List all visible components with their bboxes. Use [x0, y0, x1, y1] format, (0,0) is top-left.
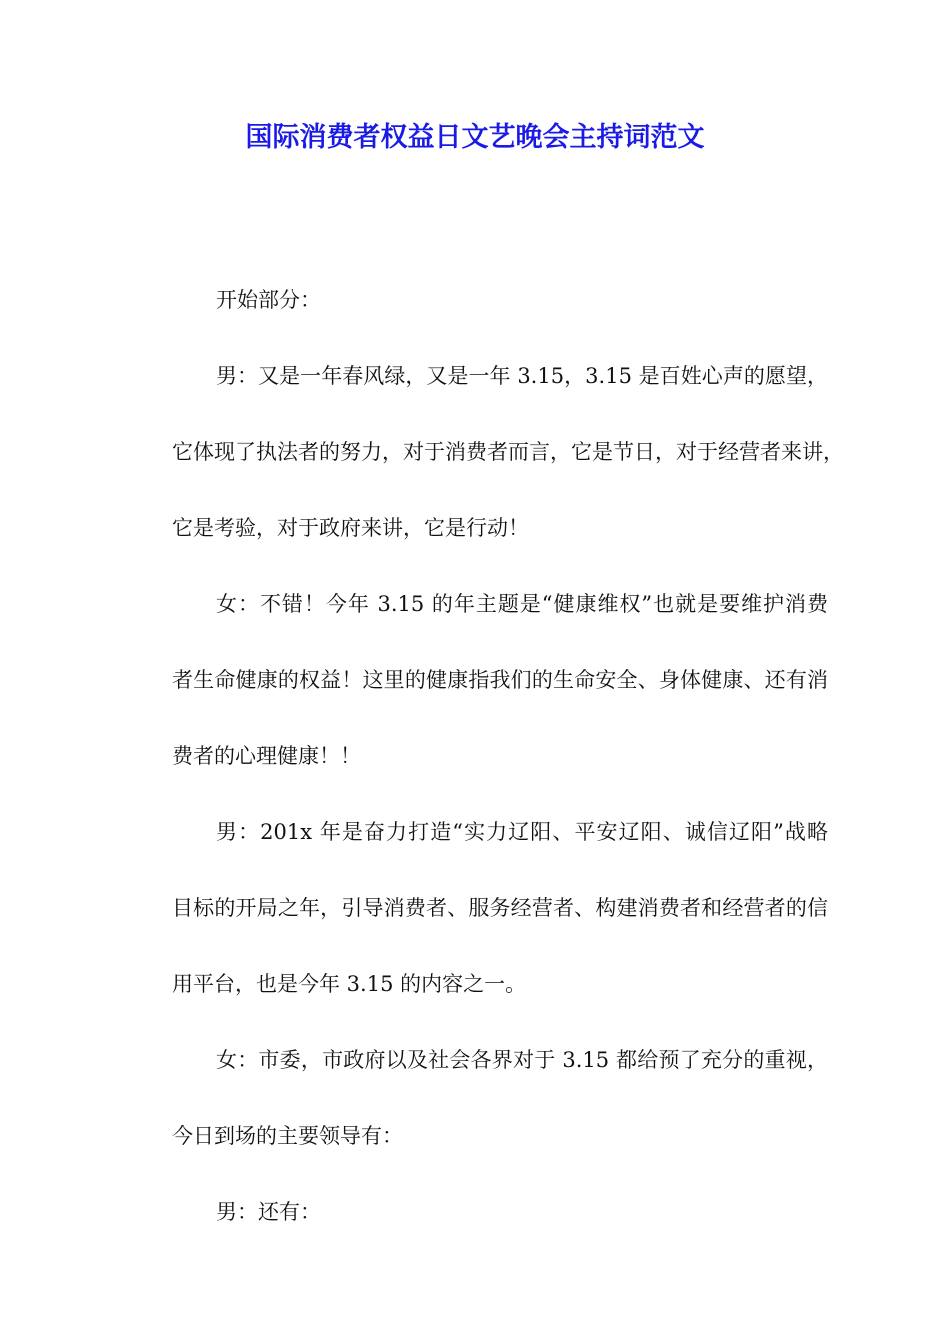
- paragraph-male-1: [128, 338, 844, 566]
- document-body: [128, 262, 844, 1250]
- paragraph-line: 男：201x 年是奋力打造“实力辽阳、平安辽阳、诚信辽阳”战略: [216, 820, 828, 844]
- paragraph-line: 用平台，也是今年 3.15 的内容之一。: [172, 972, 527, 996]
- paragraph-line: 今日到场的主要领导有：: [172, 1124, 403, 1148]
- paragraph-male-2: [128, 794, 828, 1022]
- paragraph-line: 它是考验，对于政府来讲，它是行动！: [172, 516, 529, 540]
- paragraph-line: 男：又是一年春风绿，又是一年 3.15，3.15 是百姓心声的愿望，: [216, 364, 828, 388]
- paragraph-line: 目标的开局之年，引导消费者、服务经营者、构建消费者和经营者的信: [172, 896, 828, 920]
- paragraph-line: 女：不错！今年 3.15 的年主题是“健康维权”也就是要维护消费: [216, 592, 828, 616]
- paragraph-line: 者生命健康的权益！这里的健康指我们的生命安全、身体健康、还有消: [172, 668, 828, 692]
- paragraph-female-2: [128, 1022, 828, 1174]
- paragraph-line: 费者的心理健康！！: [172, 744, 361, 768]
- paragraph-line: 女：市委，市政府以及社会各界对于 3.15 都给预了充分的重视，: [216, 1048, 828, 1072]
- paragraph-line: 开始部分：: [216, 288, 321, 312]
- document-title: 国际消费者权益日文艺晚会主持词范文: [245, 122, 705, 153]
- paragraph-opening: [128, 262, 828, 338]
- paragraph-line: 男：还有：: [216, 1200, 321, 1224]
- paragraph-line: 它体现了执法者的努力，对于消费者而言，它是节日，对于经营者来讲，: [172, 440, 844, 464]
- paragraph-female-1: [128, 566, 828, 794]
- paragraph-male-3: [128, 1174, 828, 1250]
